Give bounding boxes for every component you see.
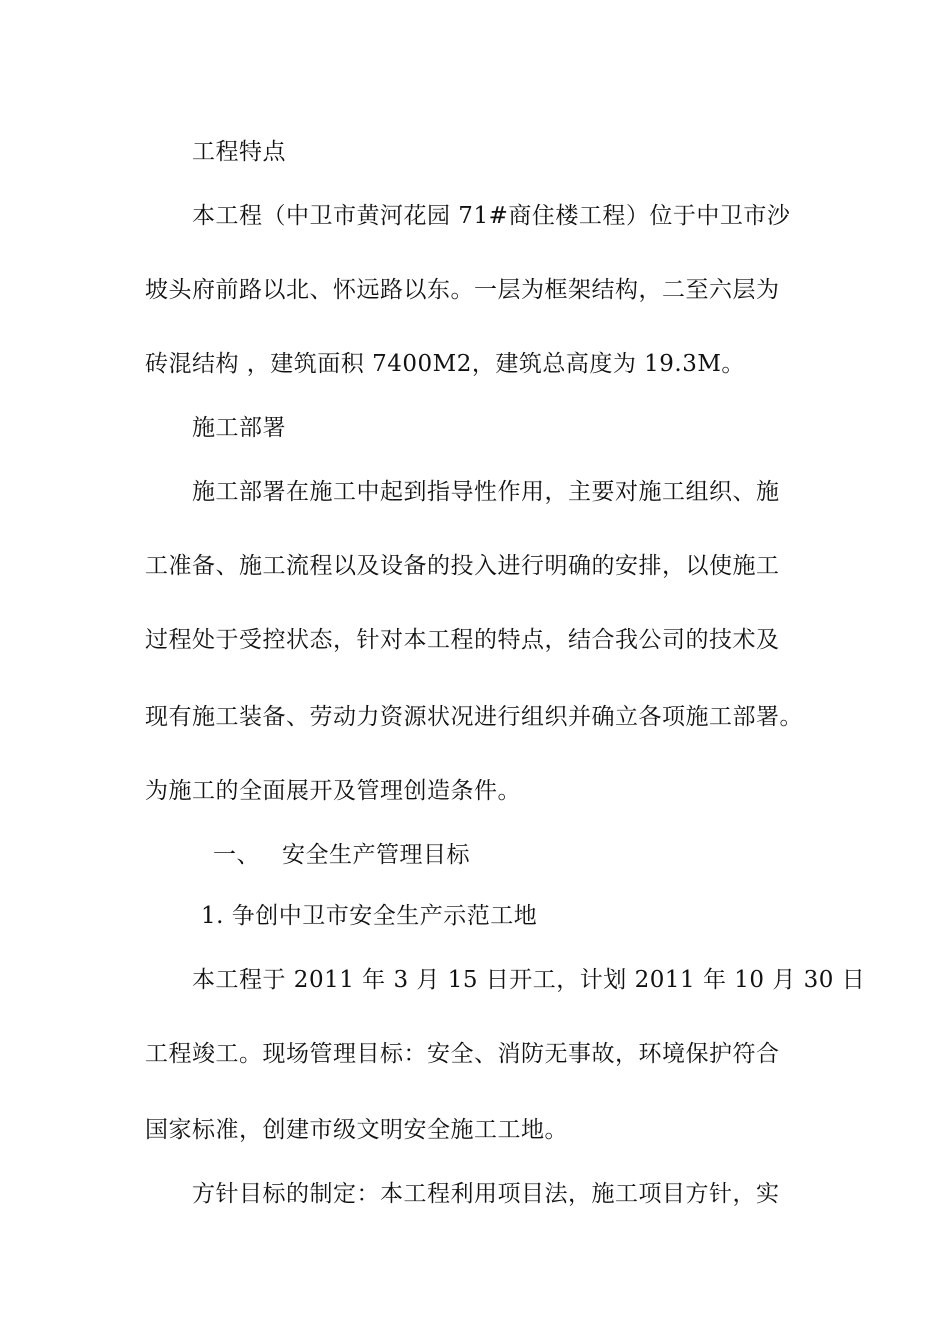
paragraph-line: 方针目标的制定：本工程利用项目法，施工项目方针，实 [192, 1181, 780, 1207]
subsection-heading: 1. 争创中卫市安全生产示范工地 [201, 903, 538, 929]
paragraph-line: 现有施工装备、劳动力资源状况进行组织并确立各项施工部署。 [145, 704, 803, 730]
heading-construction-deployment: 施工部署 [192, 415, 286, 441]
paragraph-line: 工程竣工。现场管理目标：安全、消防无事故，环境保护符合 [145, 1041, 780, 1067]
paragraph-line: 工准备、施工流程以及设备的投入进行明确的安排，以使施工 [145, 553, 780, 579]
paragraph-line: 坡头府前路以北、怀远路以东。一层为框架结构，二至六层为 [145, 277, 780, 303]
section-heading [213, 840, 893, 870]
paragraph-line: 本工程于 2011 年 3 月 15 日开工，计划 2011 年 10 月 30 日 [192, 967, 866, 993]
section-number: 一、 [213, 842, 260, 868]
paragraph-line: 施工部署在施工中起到指导性作用，主要对施工组织、施 [192, 479, 780, 505]
heading-project-features: 工程特点 [192, 139, 286, 165]
paragraph-line: 本工程（中卫市黄河花园 71#商住楼工程）位于中卫市沙 [192, 203, 791, 229]
section-title: 安全生产管理目标 [282, 842, 470, 868]
paragraph-line: 为施工的全面展开及管理创造条件。 [145, 778, 521, 804]
paragraph-line: 砖混结构 ，建筑面积 7400M2，建筑总高度为 19.3M。 [145, 351, 745, 377]
paragraph-line: 过程处于受控状态，针对本工程的特点，结合我公司的技术及 [145, 627, 780, 653]
paragraph-line: 国家标准，创建市级文明安全施工工地。 [145, 1117, 568, 1143]
